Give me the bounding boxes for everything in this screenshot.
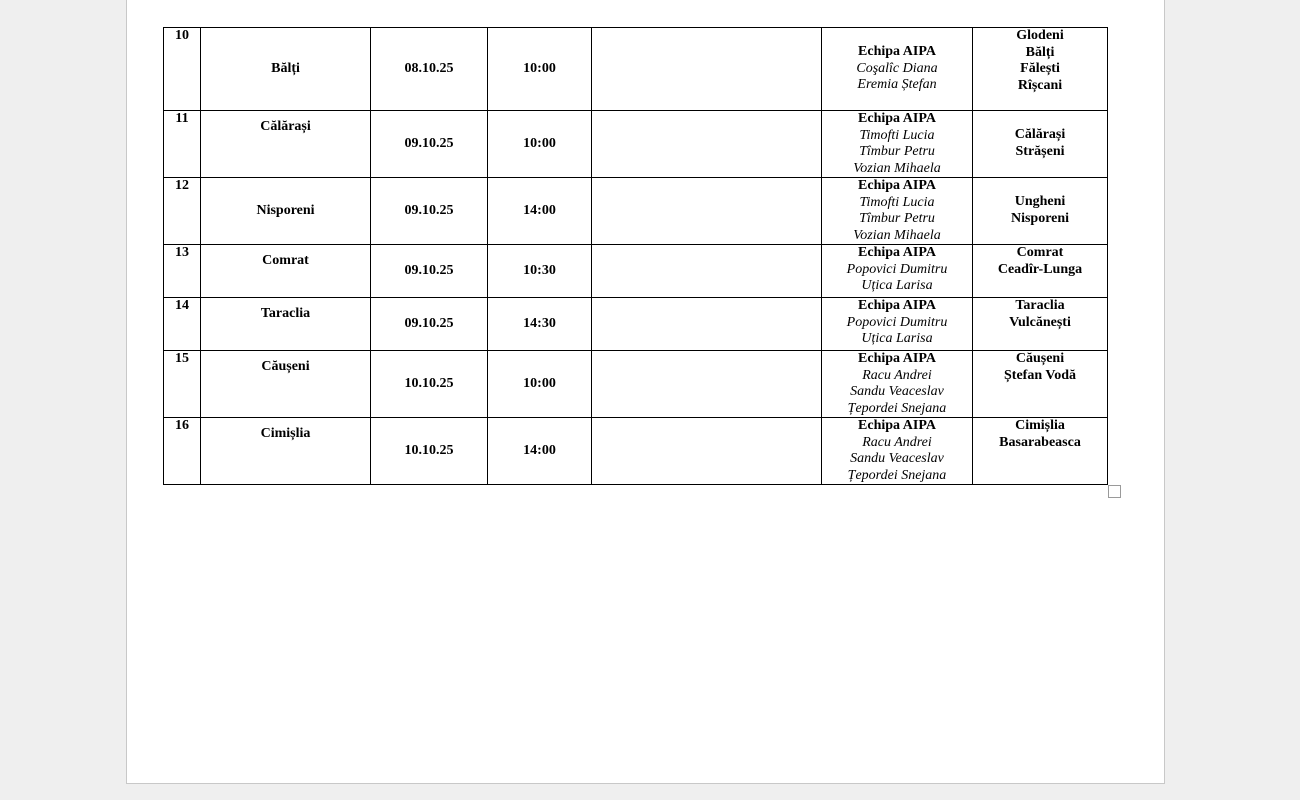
districts-cell	[973, 351, 1108, 418]
team-member: Uțica Larisa	[861, 278, 933, 293]
team-title: Echipa AIPA	[858, 245, 936, 260]
date-cell: 09.10.25	[371, 298, 488, 351]
district-name: Fălești	[1020, 61, 1060, 76]
team-member: Popovici Dumitru	[846, 261, 948, 277]
districts-cell	[973, 111, 1108, 178]
districts-cell	[973, 178, 1108, 245]
team-cell	[822, 351, 973, 418]
district-name: Rîșcani	[1017, 77, 1063, 93]
team-member: Vozian Mihaela	[853, 227, 941, 243]
row-number: 13	[164, 245, 201, 298]
date-cell: 09.10.25	[371, 111, 488, 178]
district-name: Ștefan Vodă	[1004, 367, 1076, 383]
team-member: Coşalîc Diana	[856, 60, 938, 76]
team-cell	[822, 298, 973, 351]
time-cell: 10:00	[488, 351, 592, 418]
team-title: Echipa AIPA	[858, 298, 936, 313]
district-name: Nisporeni	[1010, 210, 1070, 226]
district-name: Glodeni	[1016, 28, 1064, 43]
team-member: Tîmbur Petru	[859, 211, 935, 226]
team-member: Racu Andrei	[862, 434, 932, 450]
team-member: Țepordei Snejana	[847, 467, 947, 483]
time-cell: 10:00	[488, 28, 592, 111]
team-member: Tîmbur Petru	[859, 144, 935, 159]
date-cell: 08.10.25	[371, 28, 488, 111]
date-cell: 09.10.25	[371, 178, 488, 245]
table-row	[164, 245, 1108, 298]
team-title: Echipa AIPA	[858, 178, 936, 193]
district-name: Cimișlia	[1015, 418, 1065, 433]
date-cell: 09.10.25	[371, 245, 488, 298]
team-member: Timofti Lucia	[859, 194, 935, 210]
district-name: Comrat	[1016, 245, 1064, 260]
team-member: Sandu Veaceslav	[850, 451, 944, 466]
team-member: Țepordei Snejana	[847, 400, 947, 416]
table-row	[164, 28, 1108, 111]
row-number: 16	[164, 418, 201, 485]
team-cell	[822, 178, 973, 245]
location-cell: Nisporeni	[201, 178, 371, 245]
row-number: 14	[164, 298, 201, 351]
date-cell: 10.10.25	[371, 351, 488, 418]
team-title: Echipa AIPA	[858, 111, 936, 126]
location-cell: Comrat	[201, 245, 371, 298]
districts-cell	[973, 298, 1108, 351]
empty-cell	[592, 178, 822, 245]
table-row	[164, 178, 1108, 245]
district-name: Călărași	[1014, 127, 1066, 142]
empty-cell	[592, 351, 822, 418]
location-cell: Taraclia	[201, 298, 371, 351]
districts-cell	[973, 28, 1108, 111]
location-cell: Căușeni	[201, 351, 371, 418]
team-cell	[822, 28, 973, 111]
table-row	[164, 298, 1108, 351]
district-name: Ungheni	[1014, 194, 1066, 209]
row-number: 11	[164, 111, 201, 178]
empty-cell	[592, 245, 822, 298]
team-member: Popovici Dumitru	[846, 314, 948, 330]
table-resize-handle[interactable]	[1108, 485, 1121, 498]
empty-cell	[592, 111, 822, 178]
time-cell: 14:00	[488, 178, 592, 245]
empty-cell	[592, 28, 822, 111]
team-cell	[822, 418, 973, 485]
location-cell: Cimișlia	[201, 418, 371, 485]
table-row	[164, 351, 1108, 418]
district-name: Căușeni	[1015, 351, 1065, 366]
team-cell	[822, 245, 973, 298]
document-page	[126, 0, 1165, 784]
team-member: Eremia Ștefan	[857, 77, 937, 92]
time-cell: 14:30	[488, 298, 592, 351]
team-member: Vozian Mihaela	[853, 160, 941, 176]
district-name: Ceadîr-Lunga	[997, 261, 1083, 277]
time-cell: 10:30	[488, 245, 592, 298]
table-row	[164, 111, 1108, 178]
row-number: 15	[164, 351, 201, 418]
district-name: Basarabeasca	[999, 434, 1081, 450]
team-member: Timofti Lucia	[859, 127, 935, 143]
date-cell: 10.10.25	[371, 418, 488, 485]
location-cell: Călărași	[201, 111, 371, 178]
time-cell: 14:00	[488, 418, 592, 485]
row-number: 10	[164, 28, 201, 111]
time-cell: 10:00	[488, 111, 592, 178]
row-number: 12	[164, 178, 201, 245]
district-name: Bălți	[1025, 44, 1055, 60]
table-row	[164, 418, 1108, 485]
empty-cell	[592, 298, 822, 351]
districts-cell	[973, 245, 1108, 298]
team-title: Echipa AIPA	[858, 418, 936, 433]
team-title: Echipa AIPA	[858, 44, 936, 59]
team-title: Echipa AIPA	[858, 351, 936, 366]
district-name: Taraclia	[1015, 298, 1065, 313]
district-name: Strășeni	[1015, 143, 1065, 159]
schedule-table	[163, 27, 1108, 485]
location-cell: Bălți	[201, 28, 371, 111]
district-name: Vulcănești	[1009, 314, 1071, 330]
team-member: Sandu Veaceslav	[850, 384, 944, 399]
team-cell	[822, 111, 973, 178]
districts-cell	[973, 418, 1108, 485]
team-member: Racu Andrei	[862, 367, 932, 383]
empty-cell	[592, 418, 822, 485]
team-member: Uțica Larisa	[861, 331, 933, 346]
